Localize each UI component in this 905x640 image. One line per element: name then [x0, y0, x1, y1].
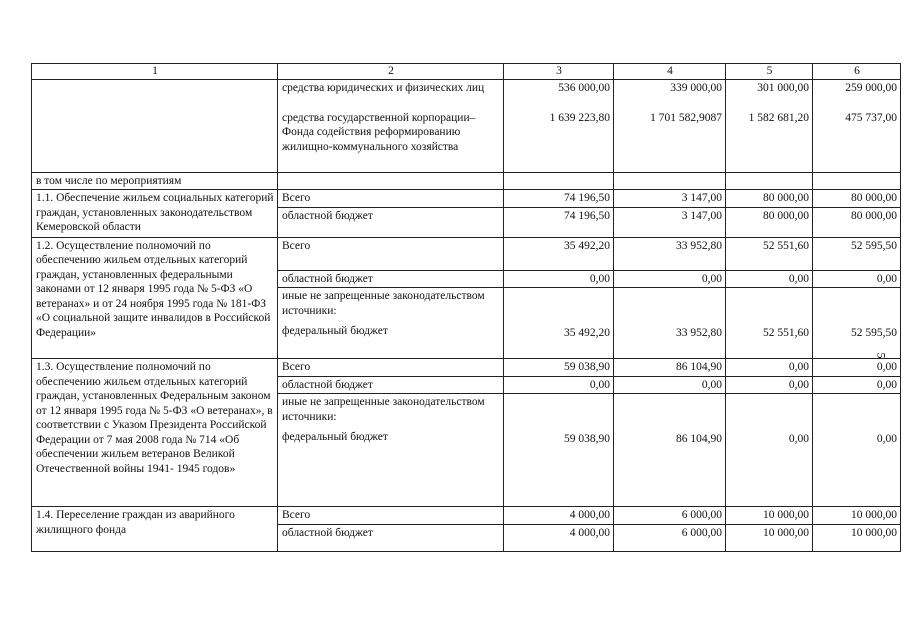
value-cell: 0,00 [726, 270, 813, 288]
value-cell: 1 582 681,20 [726, 109, 813, 173]
row-label: Всего [278, 359, 504, 377]
source-cell [278, 109, 504, 173]
value-cell: 0,00 [614, 376, 726, 394]
other-sources-label: иные не запрещенные законодательством источники: [282, 396, 485, 423]
value-cell: 0,00 [813, 359, 901, 377]
value-cell: 59 038,90 [504, 359, 614, 377]
value-cell: 74 196,50 [504, 207, 614, 237]
value-cell: 0,00 [813, 376, 901, 394]
event-title: 1.1. Обеспечение жильем социальных категорий граждан, установленных законодательством Кемеровской области [32, 190, 278, 238]
value-cell: 4 000,00 [504, 507, 614, 525]
value-cell: 301 000,00 [726, 79, 813, 109]
other-sources-label: иные не запрещенные законодательством источники: [282, 290, 485, 317]
value-cell: 10 000,00 [813, 507, 901, 525]
empty-cell [504, 172, 614, 190]
value-cell: 0,00 [813, 270, 901, 288]
value-cell: 0,00 [726, 376, 813, 394]
table-row [32, 79, 901, 109]
table-row [32, 172, 901, 190]
value-cell: 52 595,50 [813, 288, 901, 359]
value-cell: 3 147,00 [614, 207, 726, 237]
value-cell: 33 952,80 [614, 237, 726, 270]
value-cell: 10 000,00 [813, 525, 901, 552]
table-row [32, 237, 901, 270]
column-number-row [32, 64, 901, 80]
value-cell: 35 492,20 [504, 288, 614, 359]
value-cell: 6 000,00 [614, 525, 726, 552]
table-row [32, 190, 901, 208]
value-cell: 0,00 [504, 376, 614, 394]
table-row [32, 507, 901, 525]
row-label: областной бюджет [278, 376, 504, 394]
value-cell: 259 000,00 [813, 79, 901, 109]
value-cell: 52 551,60 [726, 288, 813, 359]
empty-event-cell [32, 79, 278, 172]
row-label [278, 394, 504, 507]
column-header-2: 2 [278, 64, 504, 80]
value-cell: 339 000,00 [614, 79, 726, 109]
value-cell: 0,00 [726, 394, 813, 507]
table-row [32, 359, 901, 377]
column-header-6: 6 [813, 64, 901, 80]
row-label: Всего [278, 507, 504, 525]
empty-cell [278, 172, 504, 190]
empty-cell [813, 172, 901, 190]
source-label: средства юридических и физических лиц [282, 81, 485, 94]
value-cell: 35 492,20 [504, 237, 614, 270]
value-cell: 6 000,00 [614, 507, 726, 525]
value-cell: 0,00 [614, 270, 726, 288]
source-label: средства государственной корпорации–Фонда содействия реформированию жилищно-коммунального хозяйства [282, 111, 476, 153]
event-title: 1.4. Переселение граждан из аварийного жилищного фонда [32, 507, 278, 552]
value-cell: 475 737,00 [813, 109, 901, 173]
column-header-4: 4 [614, 64, 726, 80]
value-cell: 80 000,00 [726, 207, 813, 237]
page-number: 5 [874, 352, 889, 359]
row-label: областной бюджет [278, 207, 504, 237]
value-cell: 10 000,00 [726, 525, 813, 552]
value-cell: 86 104,90 [614, 394, 726, 507]
value-cell: 86 104,90 [614, 359, 726, 377]
value-cell: 52 551,60 [726, 237, 813, 270]
column-header-5: 5 [726, 64, 813, 80]
source-cell [278, 79, 504, 109]
budget-table [31, 63, 901, 552]
row-label [278, 288, 504, 359]
event-title: 1.2. Осуществление полномочий по обеспечению жильем отдельных категорий граждан, установленных федеральными законами от 12 января 1995 года № 5-ФЗ «О ветеранах» и от 24 ноября 1995 года № 181-ФЗ «О социальной защите инвалидов в Российской Федерации» [32, 237, 278, 359]
federal-budget-label: федеральный бюджет [282, 325, 388, 337]
value-cell: 0,00 [813, 394, 901, 507]
column-header-3: 3 [504, 64, 614, 80]
budget-table-page [31, 63, 897, 552]
value-cell: 0,00 [726, 359, 813, 377]
empty-cell [726, 172, 813, 190]
row-label: Всего [278, 237, 504, 270]
row-label: областной бюджет [278, 270, 504, 288]
value-cell: 80 000,00 [726, 190, 813, 208]
value-cell: 59 038,90 [504, 394, 614, 507]
value-cell: 0,00 [504, 270, 614, 288]
value-cell: 33 952,80 [614, 288, 726, 359]
event-title: 1.3. Осуществление полномочий по обеспечению жильем отдельных категорий граждан, установленных Федеральным законом от 12 января 1995 года № 5-ФЗ «О ветеранах», в соответствии с Указом Президента Российской Федерации от 7 мая 2008 года № 714 «Об обеспечении жильем ветеранов Великой Отечественной войны 1941- 1945 годов» [32, 359, 278, 507]
value-cell: 80 000,00 [813, 190, 901, 208]
value-cell: 52 595,50 [813, 237, 901, 270]
value-cell: 536 000,00 [504, 79, 614, 109]
value-cell: 10 000,00 [726, 507, 813, 525]
row-label: областной бюджет [278, 525, 504, 552]
value-cell: 80 000,00 [813, 207, 901, 237]
section-label: в том числе по мероприятиям [32, 172, 278, 190]
column-header-1: 1 [32, 64, 278, 80]
federal-budget-label: федеральный бюджет [282, 431, 388, 443]
value-cell: 1 701 582,9087 [614, 109, 726, 173]
value-cell: 4 000,00 [504, 525, 614, 552]
value-cell: 1 639 223,80 [504, 109, 614, 173]
value-cell: 74 196,50 [504, 190, 614, 208]
value-cell: 3 147,00 [614, 190, 726, 208]
row-label: Всего [278, 190, 504, 208]
empty-cell [614, 172, 726, 190]
